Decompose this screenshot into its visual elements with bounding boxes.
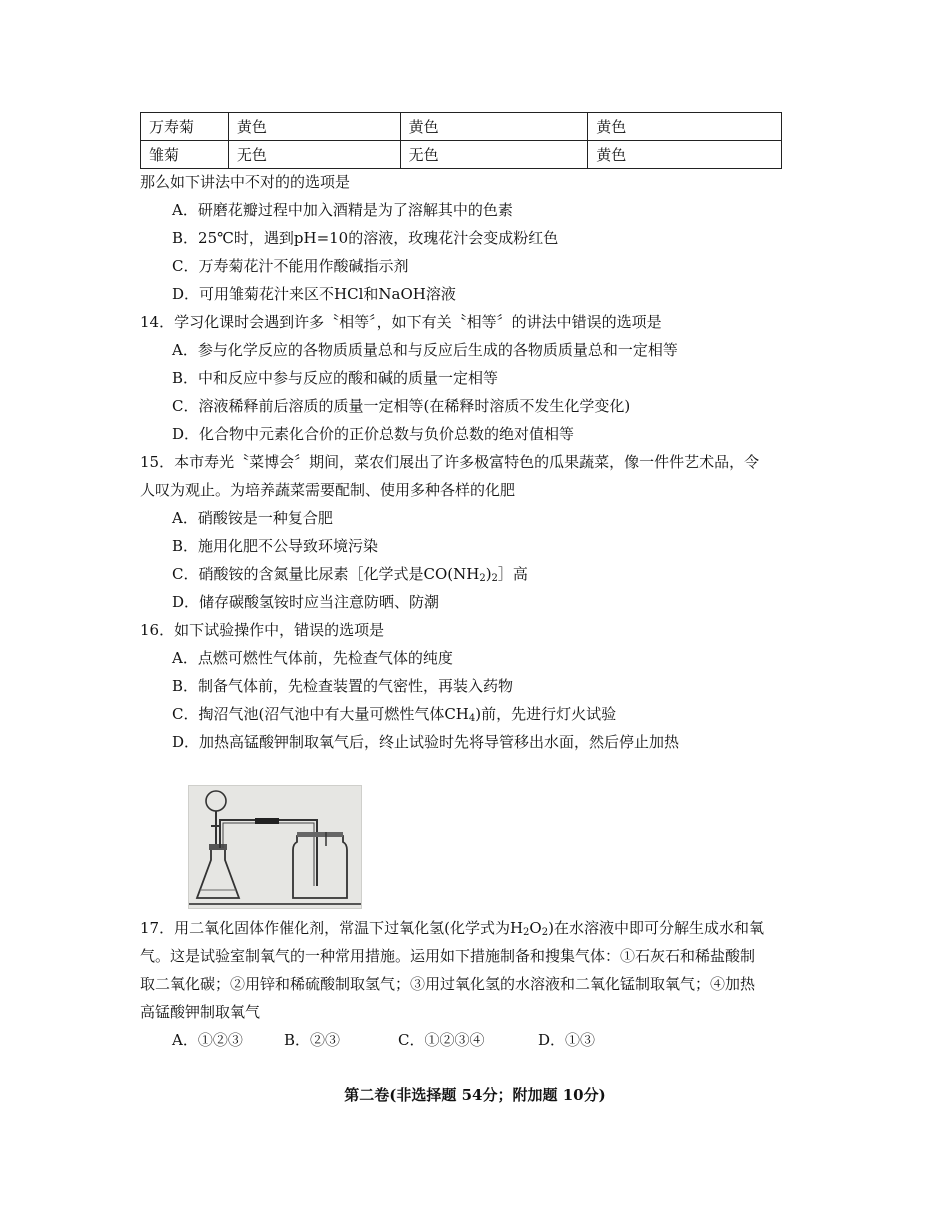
table-cell: 黄色 (588, 141, 782, 169)
q16-option-c-text: C．掏沼气池(沼气池中有大量可燃性气体CH (172, 705, 469, 723)
q15-stem-line1: 15．本市寿光〝菜博会〞期间，菜农们展出了许多极富特色的瓜果蔬菜，像一件件艺术品，令 (140, 453, 760, 471)
q13-option-c: C．万寿菊花汁不能用作酸碱指示剂 (172, 257, 409, 275)
subscript: 4 (468, 713, 476, 724)
flask-apparatus-diagram (189, 786, 361, 908)
q13-option-b: B．25℃时，遇到pH=10的溶液，玫瑰花汁会变成粉红色 (172, 229, 559, 247)
table-cell: 雏菊 (141, 141, 229, 169)
q16-stem: 16．如下试验操作中，错误的选项是 (140, 621, 385, 639)
q14-option-c: C．溶液稀释前后溶质的质量一定相等(在稀释时溶质不发生化学变化) (172, 397, 631, 415)
q17-stem-line3: 取二氧化碳；②用锌和稀硫酸制取氢气；③用过氧化氢的水溶液和二氧化锰制取氧气；④加热 (140, 975, 756, 993)
subscript: 2 (479, 573, 486, 584)
q15-option-b: B．施用化肥不公导致环境污染 (172, 537, 379, 555)
table-cell: 无色 (228, 141, 400, 169)
q17-choice-b: B．②③ (284, 1031, 341, 1049)
q17-choices (172, 1030, 595, 1050)
q17-text: O (529, 919, 542, 937)
table-row (141, 141, 782, 169)
q17-stem-line2: 气。这是试验室制氧气的一种常用措施。运用如下措施制备和搜集气体：①石灰石和稀盐酸制 (140, 947, 756, 965)
q13-option-a: A．研磨花瓣过程中加入酒精是为了溶解其中的色素 (172, 201, 513, 219)
table-cell: 无色 (400, 141, 588, 169)
q16-option-d: D．加热高锰酸钾制取氧气后，终止试验时先将导管移出水面，然后停止加热 (172, 733, 680, 751)
q17-stem-line4: 高锰酸钾制取氧气 (140, 1003, 261, 1021)
q15-option-c-text: C．硝酸铵的含氮量比尿素［化学式是CO(NH (172, 565, 480, 583)
q16-option-a: A．点燃可燃性气体前，先检查气体的纯度 (172, 649, 453, 667)
subscript: 2 (523, 927, 530, 938)
q13-stem: 那么如下讲法中不对的的选项是 (140, 173, 351, 191)
q17-text: 17．用二氧化固体作催化剂，常温下过氧化氢(化学式为H (140, 919, 524, 937)
q15-stem-line2: 人叹为观止。为培养蔬菜需要配制、使用多种各样的化肥 (140, 481, 516, 499)
apparatus-photo (188, 785, 362, 909)
q14-option-b: B．中和反应中参与反应的酸和碱的质量一定相等 (172, 369, 499, 387)
q16-option-b: B．制备气体前，先检查装置的气密性，再装入药物 (172, 677, 514, 695)
subscript: 2 (541, 927, 549, 938)
q15-option-c-text: ］高 (497, 565, 528, 583)
q15-option-c-text: ) (485, 565, 492, 583)
section-title: 第二卷(非选择题 54分；附加题 10分) (344, 1086, 606, 1104)
q14-option-a: A．参与化学反应的各物质质量总和与反应后生成的各物质质量总和一定相等 (172, 341, 678, 359)
table-cell: 黄色 (228, 113, 400, 141)
subscript: 2 (491, 573, 498, 584)
q16-option-c-text: )前，先进行灯火试验 (475, 705, 617, 723)
q15-option-d: D．储存碳酸氢铵时应当注意防晒、防潮 (172, 593, 440, 611)
q17-choice-c: C．①②③④ (398, 1031, 485, 1049)
q17-stem-line1 (140, 918, 764, 943)
q14-option-d: D．化合物中元素化合价的正价总数与负价总数的绝对值相等 (172, 425, 575, 443)
q17-choice-a: A．①②③ (172, 1031, 243, 1049)
table-cell: 黄色 (400, 113, 588, 141)
q14-stem: 14．学习化课时会遇到许多〝相等〞，如下有关〝相等〞的讲法中错误的选项是 (140, 313, 662, 331)
table-cell: 万寿菊 (141, 113, 229, 141)
table-row (141, 113, 782, 141)
table-cell: 黄色 (588, 113, 782, 141)
q13-option-d: D．可用雏菊花汁来区不HCl和NaOH溶液 (172, 285, 456, 303)
q17-choice-d: D．①③ (538, 1031, 596, 1049)
flower-color-table (140, 112, 782, 169)
q15-option-c (172, 564, 528, 589)
q15-option-a: A．硝酸铵是一种复合肥 (172, 509, 333, 527)
q17-text: )在水溶液中即可分解生成水和氧 (548, 919, 764, 937)
q16-option-c (172, 704, 616, 729)
